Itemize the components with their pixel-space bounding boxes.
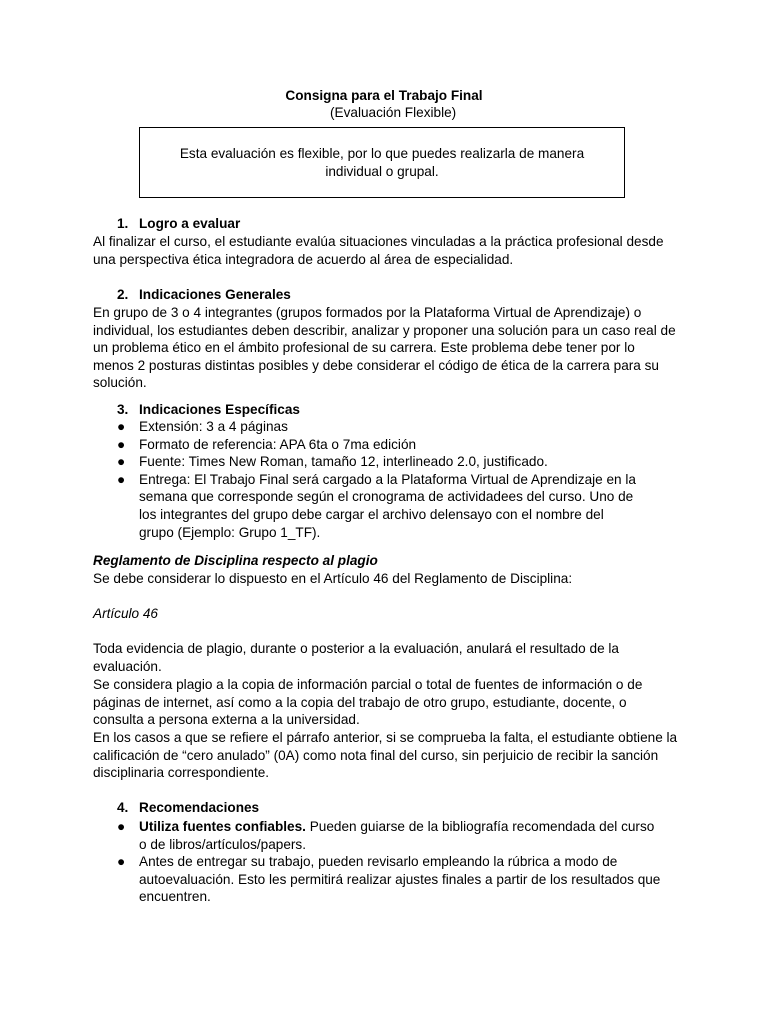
list-item-text: Formato de referencia: APA 6ta o 7ma edición	[139, 436, 417, 452]
regulation-paragraph-3: En los casos a que se refiere el párrafo anterior, si se comprueba la falta, el estudiante obtiene la calificación de “cero anulado” (0A) como nota final del curso, sin perjuicio de recibir la sanción disciplinaria correspondiente.	[93, 730, 678, 781]
section-1-title: Logro a evaluar	[139, 216, 241, 231]
bullet-icon: ●	[117, 854, 126, 870]
section-4-list	[117, 818, 662, 906]
section-4-heading	[117, 799, 259, 817]
list-item-text: Antes de entregar su trabajo, pueden revisarlo empleando la rúbrica a modo de autoevaluación. Esto les permitirá realizar ajustes finales a partir de los resultados que encuentren.	[139, 854, 661, 905]
section-4-number: 4.	[117, 800, 129, 815]
section-3-list	[117, 418, 662, 541]
bullet-icon: ●	[117, 454, 126, 470]
bullet-icon: ●	[117, 436, 126, 452]
section-4-title: Recomendaciones	[139, 800, 260, 815]
list-item	[117, 453, 662, 471]
regulation-paragraph-1: Toda evidencia de plagio, durante o posterior a la evaluación, anulará el resultado de la evaluación.	[93, 641, 619, 674]
section-1-number: 1.	[117, 216, 129, 231]
bullet-icon: ●	[117, 819, 126, 834]
section-3-number: 3.	[117, 402, 129, 417]
flexible-notice-text: Esta evaluación es flexible, por lo que puedes realizarla de manera individual o grupal.	[179, 145, 585, 179]
regulation-intro: Se debe considerar lo dispuesto en el Artículo 46 del Reglamento de Disciplina:	[93, 571, 573, 586]
section-3-heading	[117, 401, 300, 419]
regulation-paragraph-2: Se considera plagio a la copia de información parcial o total de fuentes de información o de páginas de internet, así como a la copia del trabajo de otro grupo, estudiante, docente, o consulta a persona externa a la universidad.	[93, 677, 643, 728]
section-2-number: 2.	[117, 287, 129, 302]
list-item	[117, 418, 662, 436]
section-2-heading	[117, 286, 291, 304]
list-item	[117, 853, 662, 906]
flexible-notice-box	[139, 127, 625, 198]
list-item-bold-text: Utiliza fuentes confiables.	[139, 819, 306, 834]
section-1-text: Al finalizar el curso, el estudiante evalúa situaciones vinculadas a la práctica profesional desde una perspectiva ética integradora de acuerdo al área de especialidad.	[93, 234, 664, 267]
bullet-icon: ●	[117, 419, 126, 434]
document-subtitle: (Evaluación Flexible)	[330, 105, 457, 120]
list-item-text: Pueden guiarse de la bibliografía recomendada del curso o de libros/artículos/papers.	[139, 819, 655, 852]
section-1-heading	[117, 215, 240, 233]
list-item-text: Fuente: Times New Roman, tamaño 12, interlineado 2.0, justificado.	[139, 454, 548, 470]
article-label: Artículo 46	[93, 606, 158, 621]
list-item-text: Entrega: El Trabajo Final será cargado a la Plataforma Virtual de Aprendizaje en la semana que corresponde según el cronograma de actividadees del curso. Uno de los integrantes del grupo debe cargar el archivo delensayo con el nombre del grupo (Ejemplo: Grupo 1_TF).	[139, 471, 636, 540]
list-item	[117, 436, 662, 454]
list-item	[117, 818, 662, 853]
bullet-icon: ●	[117, 471, 126, 487]
regulation-heading: Reglamento de Disciplina respecto al plagio	[93, 553, 378, 568]
section-2-text: En grupo de 3 o 4 integrantes (grupos formados por la Plataforma Virtual de Aprendizaje) o individual, los estudiantes deben describir, analizar y proponer una solución para un caso real de un problema ético en el ámbito profesional de su carrera. Este problema debe tener por lo menos 2 posturas distintas posibles y debe considerar el código de ética de la carrera para su solución.	[93, 305, 676, 391]
section-2-title: Indicaciones Generales	[139, 287, 291, 302]
list-item	[117, 471, 662, 541]
document-title: Consigna para el Trabajo Final	[285, 88, 483, 103]
list-item-text: Extensión: 3 a 4 páginas	[139, 419, 288, 434]
section-3-title: Indicaciones Específicas	[139, 402, 300, 417]
